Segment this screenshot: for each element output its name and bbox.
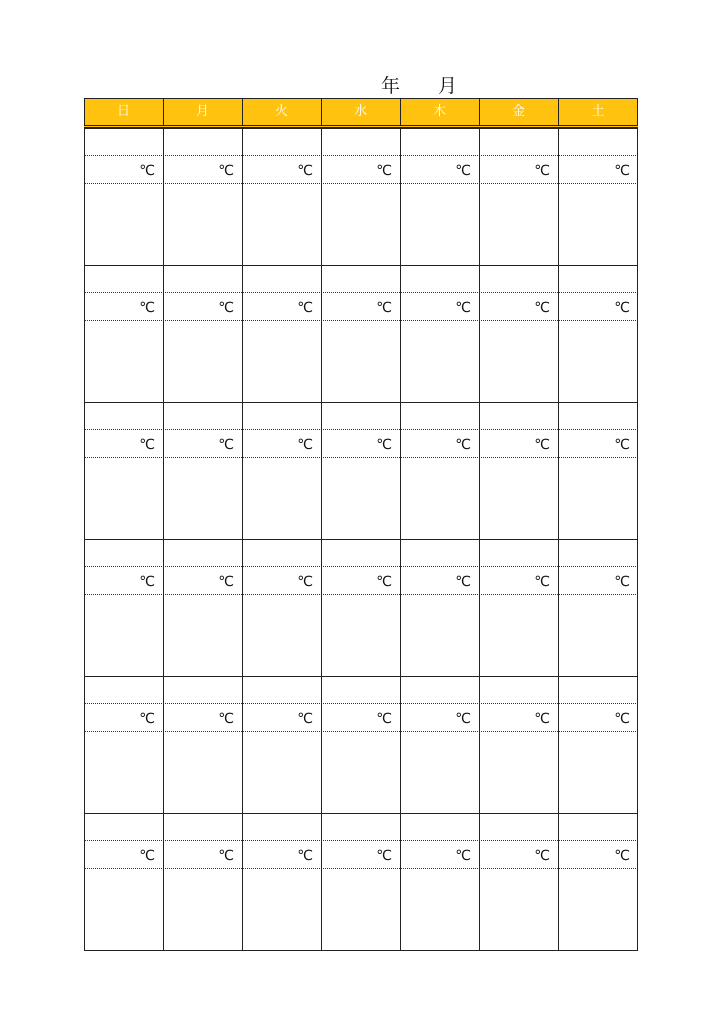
calendar-title (0, 72, 724, 100)
calendar-body (84, 128, 638, 951)
temperature-unit: ℃ (376, 848, 392, 864)
month-label: 月 (438, 75, 458, 97)
header-vline (558, 99, 559, 125)
temperature-unit: ℃ (614, 300, 630, 316)
week-row (84, 265, 638, 402)
day-cell[interactable] (242, 402, 321, 539)
grid-hline (84, 265, 638, 266)
temperature-unit: ℃ (455, 437, 471, 453)
header-vline (84, 99, 85, 125)
temperature-unit: ℃ (139, 300, 155, 316)
weekday-4: 木 (432, 104, 446, 119)
weekday-0: 日 (116, 104, 130, 119)
day-cell[interactable] (163, 402, 242, 539)
day-cell[interactable] (400, 676, 479, 813)
day-cell[interactable] (84, 402, 163, 539)
header-vline (637, 99, 638, 125)
day-cell[interactable] (479, 402, 558, 539)
temperature-unit: ℃ (297, 300, 313, 316)
temperature-unit: ℃ (376, 300, 392, 316)
day-cell[interactable] (479, 128, 558, 265)
day-cell[interactable] (84, 813, 163, 950)
day-cell[interactable] (84, 676, 163, 813)
day-cell[interactable] (163, 539, 242, 676)
grid-hline (84, 676, 638, 677)
temperature-unit: ℃ (376, 574, 392, 590)
weekday-1: 月 (195, 104, 209, 119)
grid-hline (84, 402, 638, 403)
day-cell[interactable] (321, 128, 400, 265)
temperature-unit: ℃ (218, 574, 234, 590)
temperature-unit: ℃ (534, 711, 550, 727)
day-cell[interactable] (321, 813, 400, 950)
temperature-unit: ℃ (376, 711, 392, 727)
weekday-6: 土 (591, 104, 605, 119)
day-cell[interactable] (400, 402, 479, 539)
temperature-unit: ℃ (614, 574, 630, 590)
temperature-unit: ℃ (218, 711, 234, 727)
temperature-unit: ℃ (455, 848, 471, 864)
temperature-unit: ℃ (139, 437, 155, 453)
temperature-unit: ℃ (614, 163, 630, 179)
day-cell[interactable] (163, 265, 242, 402)
day-cell[interactable] (321, 265, 400, 402)
temperature-unit: ℃ (455, 300, 471, 316)
week-row (84, 676, 638, 813)
header-vline (400, 99, 401, 125)
day-cell[interactable] (558, 813, 638, 950)
temperature-unit: ℃ (139, 163, 155, 179)
day-cell[interactable] (558, 676, 638, 813)
day-cell[interactable] (242, 539, 321, 676)
day-cell[interactable] (558, 402, 638, 539)
temperature-unit: ℃ (218, 300, 234, 316)
week-row (84, 402, 638, 539)
day-cell[interactable] (479, 539, 558, 676)
week-row (84, 813, 638, 950)
day-cell[interactable] (400, 813, 479, 950)
temperature-unit: ℃ (297, 711, 313, 727)
temperature-unit: ℃ (376, 437, 392, 453)
temperature-unit: ℃ (376, 163, 392, 179)
temperature-unit: ℃ (614, 711, 630, 727)
day-cell[interactable] (163, 128, 242, 265)
day-cell[interactable] (558, 128, 638, 265)
temperature-unit: ℃ (534, 437, 550, 453)
temperature-unit: ℃ (534, 848, 550, 864)
weekday-5: 金 (511, 104, 525, 119)
temperature-unit: ℃ (455, 163, 471, 179)
header-vline (479, 99, 480, 125)
day-cell[interactable] (558, 539, 638, 676)
grid-hline (84, 950, 638, 951)
temperature-unit: ℃ (139, 574, 155, 590)
temperature-unit: ℃ (297, 163, 313, 179)
temperature-unit: ℃ (534, 574, 550, 590)
day-cell[interactable] (84, 539, 163, 676)
grid-hline (84, 539, 638, 540)
header-vline (242, 99, 243, 125)
temperature-unit: ℃ (614, 848, 630, 864)
header-vline (321, 99, 322, 125)
grid-hline (84, 813, 638, 814)
day-cell[interactable] (163, 813, 242, 950)
weekday-header (84, 98, 638, 128)
day-cell[interactable] (400, 539, 479, 676)
temperature-unit: ℃ (614, 437, 630, 453)
day-cell[interactable] (479, 676, 558, 813)
day-cell[interactable] (242, 676, 321, 813)
temperature-unit: ℃ (297, 574, 313, 590)
weekday-3: 水 (353, 104, 367, 119)
week-row (84, 128, 638, 265)
day-cell[interactable] (163, 676, 242, 813)
day-cell[interactable] (321, 402, 400, 539)
temperature-unit: ℃ (455, 711, 471, 727)
temperature-unit: ℃ (139, 848, 155, 864)
temperature-unit: ℃ (218, 163, 234, 179)
day-cell[interactable] (400, 128, 479, 265)
day-cell[interactable] (558, 265, 638, 402)
temperature-unit: ℃ (297, 848, 313, 864)
header-vline (163, 99, 164, 125)
temperature-unit: ℃ (455, 574, 471, 590)
temperature-unit: ℃ (139, 711, 155, 727)
temperature-unit: ℃ (218, 437, 234, 453)
day-cell[interactable] (242, 128, 321, 265)
temperature-unit: ℃ (297, 437, 313, 453)
day-cell[interactable] (321, 539, 400, 676)
temperature-unit: ℃ (534, 163, 550, 179)
year-label: 年 (381, 75, 401, 97)
day-cell[interactable] (479, 813, 558, 950)
day-cell[interactable] (479, 265, 558, 402)
day-cell[interactable] (242, 813, 321, 950)
day-cell[interactable] (321, 676, 400, 813)
day-cell[interactable] (84, 265, 163, 402)
temperature-unit: ℃ (534, 300, 550, 316)
day-cell[interactable] (400, 265, 479, 402)
day-cell[interactable] (242, 265, 321, 402)
calendar-grid (84, 98, 638, 951)
temperature-unit: ℃ (218, 848, 234, 864)
week-row (84, 539, 638, 676)
day-cell[interactable] (84, 128, 163, 265)
weekday-2: 火 (274, 104, 288, 119)
grid-hline (84, 128, 638, 129)
